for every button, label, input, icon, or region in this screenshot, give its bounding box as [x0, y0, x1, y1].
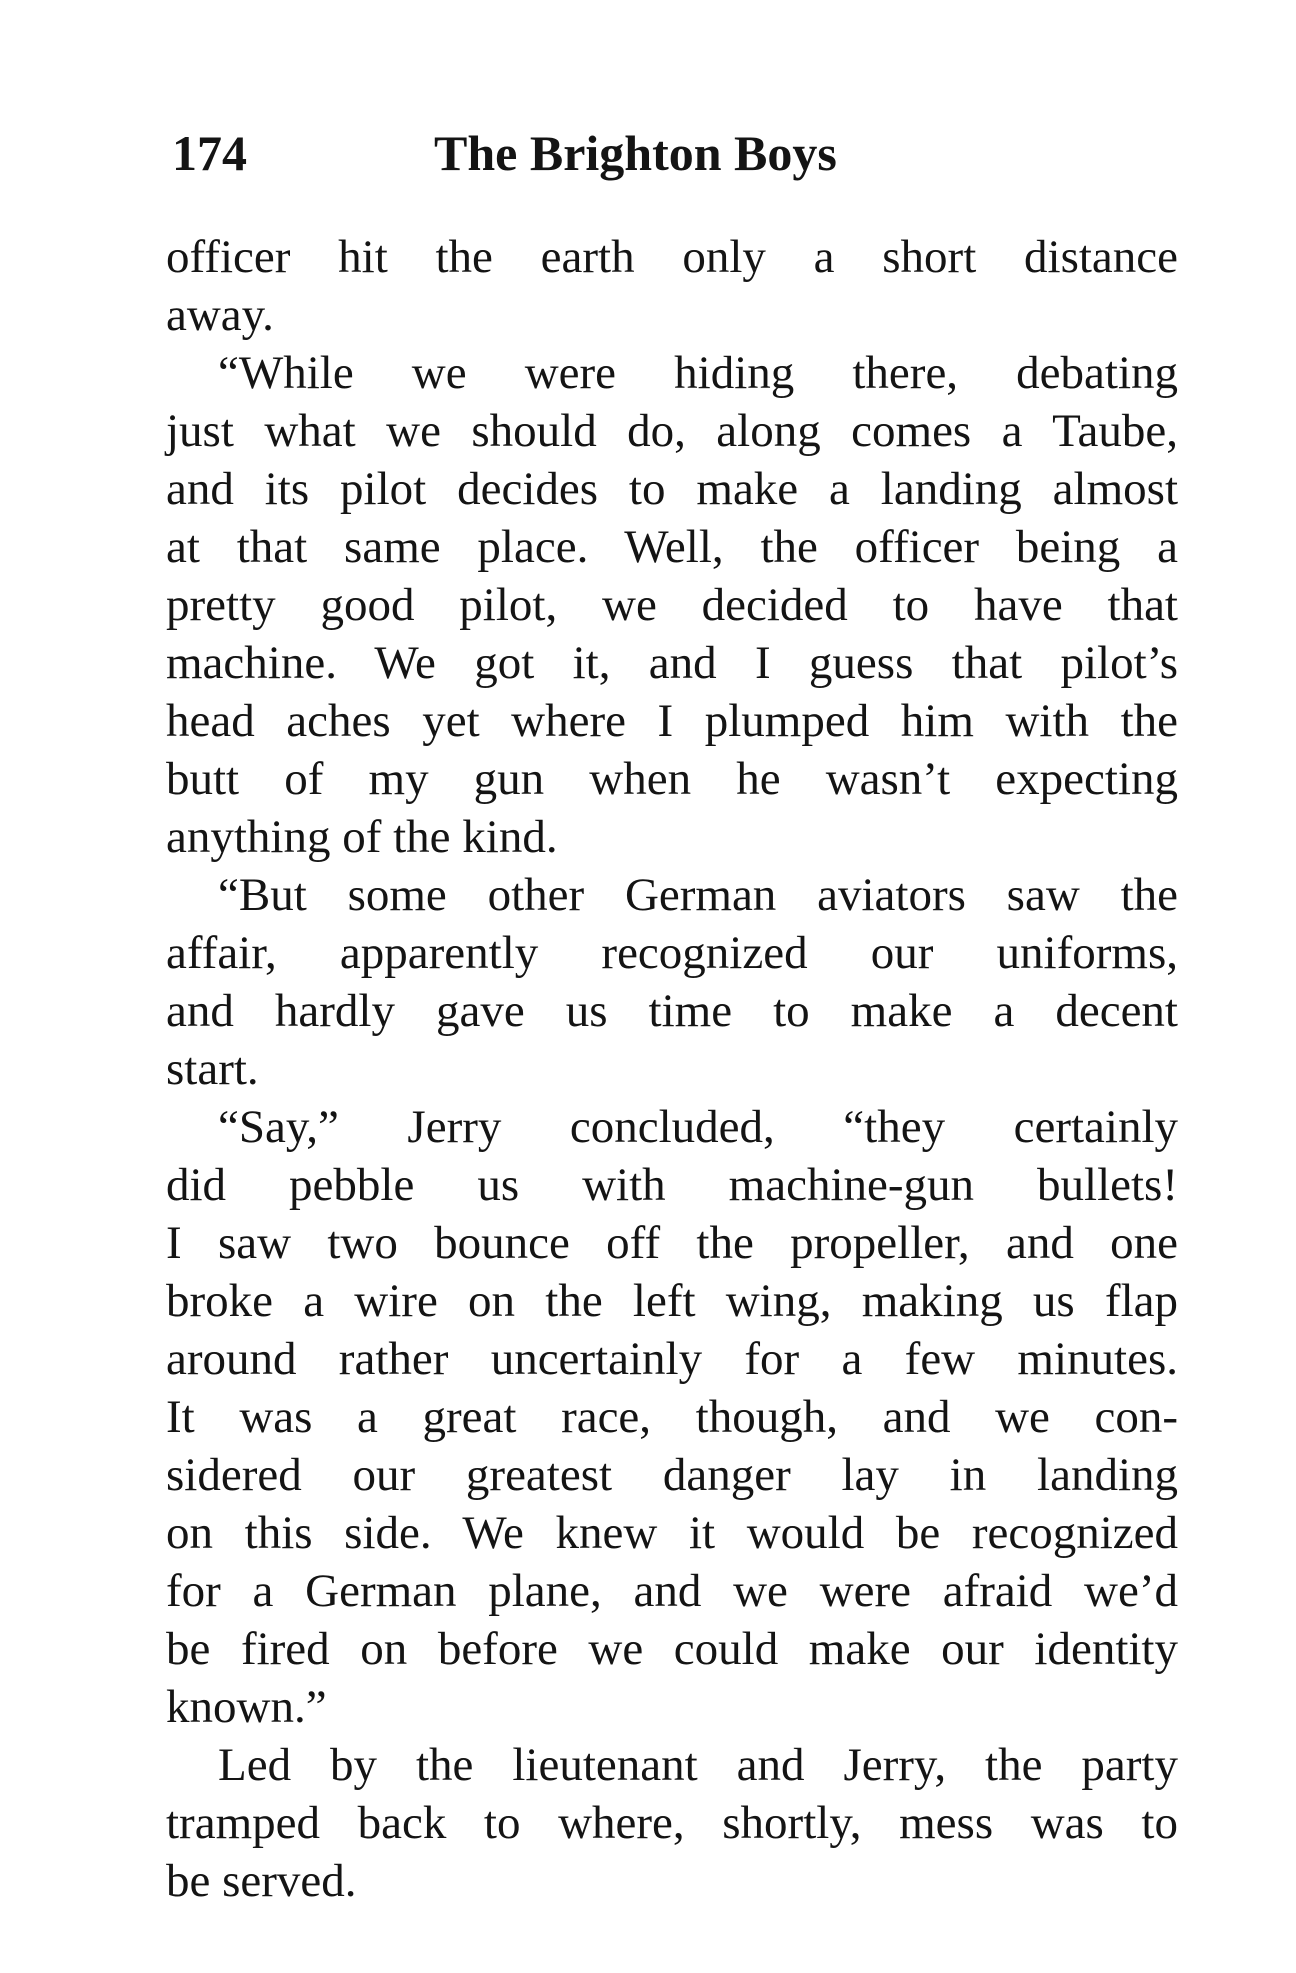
text-line: just what we should do, along comes a Taube,	[166, 405, 1178, 457]
page-header	[172, 118, 1172, 188]
text-line: Led by the lieutenant and Jerry, the party	[218, 1739, 1178, 1791]
text-line: machine. We got it, and I guess that pilot’s	[166, 637, 1178, 689]
text-line: affair, apparently recognized our uniforms,	[166, 927, 1178, 979]
text-line: start.	[166, 1043, 259, 1095]
text-line: “Say,” Jerry concluded, “they certainly	[218, 1101, 1178, 1153]
text-line: at that same place. Well, the officer being a	[166, 521, 1178, 573]
paragraph	[166, 1736, 1178, 1910]
text-line: anything of the kind.	[166, 811, 558, 863]
text-line: pretty good pilot, we decided to have that	[166, 579, 1178, 631]
paragraph	[166, 1098, 1178, 1736]
text-line: be served.	[166, 1855, 357, 1907]
text-line: sidered our greatest danger lay in landing	[166, 1449, 1178, 1501]
text-line: butt of my gun when he wasn’t expecting	[166, 753, 1178, 805]
text-line: did pebble us with machine-gun bullets!	[166, 1159, 1178, 1211]
paragraph	[166, 866, 1178, 1098]
running-title: The Brighton Boys	[434, 125, 837, 181]
text-line: head aches yet where I plumped him with the	[166, 695, 1178, 747]
text-line: around rather uncertainly for a few minutes.	[166, 1333, 1178, 1385]
paragraph	[166, 344, 1178, 866]
text-line: away.	[166, 289, 274, 341]
text-line: officer hit the earth only a short distance	[166, 231, 1178, 283]
text-line: and hardly gave us time to make a decent	[166, 985, 1178, 1037]
page-body	[166, 228, 1178, 1910]
text-line: for a German plane, and we were afraid we’d	[166, 1565, 1178, 1617]
text-line: and its pilot decides to make a landing almost	[166, 463, 1178, 515]
text-line: “While we were hiding there, debating	[218, 347, 1178, 399]
text-line: It was a great race, though, and we con-	[166, 1391, 1178, 1443]
page-number: 174	[172, 125, 247, 181]
text-line: I saw two bounce off the propeller, and one	[166, 1217, 1178, 1269]
paragraph	[166, 228, 1178, 344]
text-line: known.”	[166, 1681, 327, 1733]
text-line: be fired on before we could make our identity	[166, 1623, 1178, 1675]
text-line: on this side. We knew it would be recognized	[166, 1507, 1178, 1559]
text-line: tramped back to where, shortly, mess was to	[166, 1797, 1178, 1849]
text-line: broke a wire on the left wing, making us flap	[166, 1275, 1178, 1327]
text-line: “But some other German aviators saw the	[218, 869, 1178, 921]
